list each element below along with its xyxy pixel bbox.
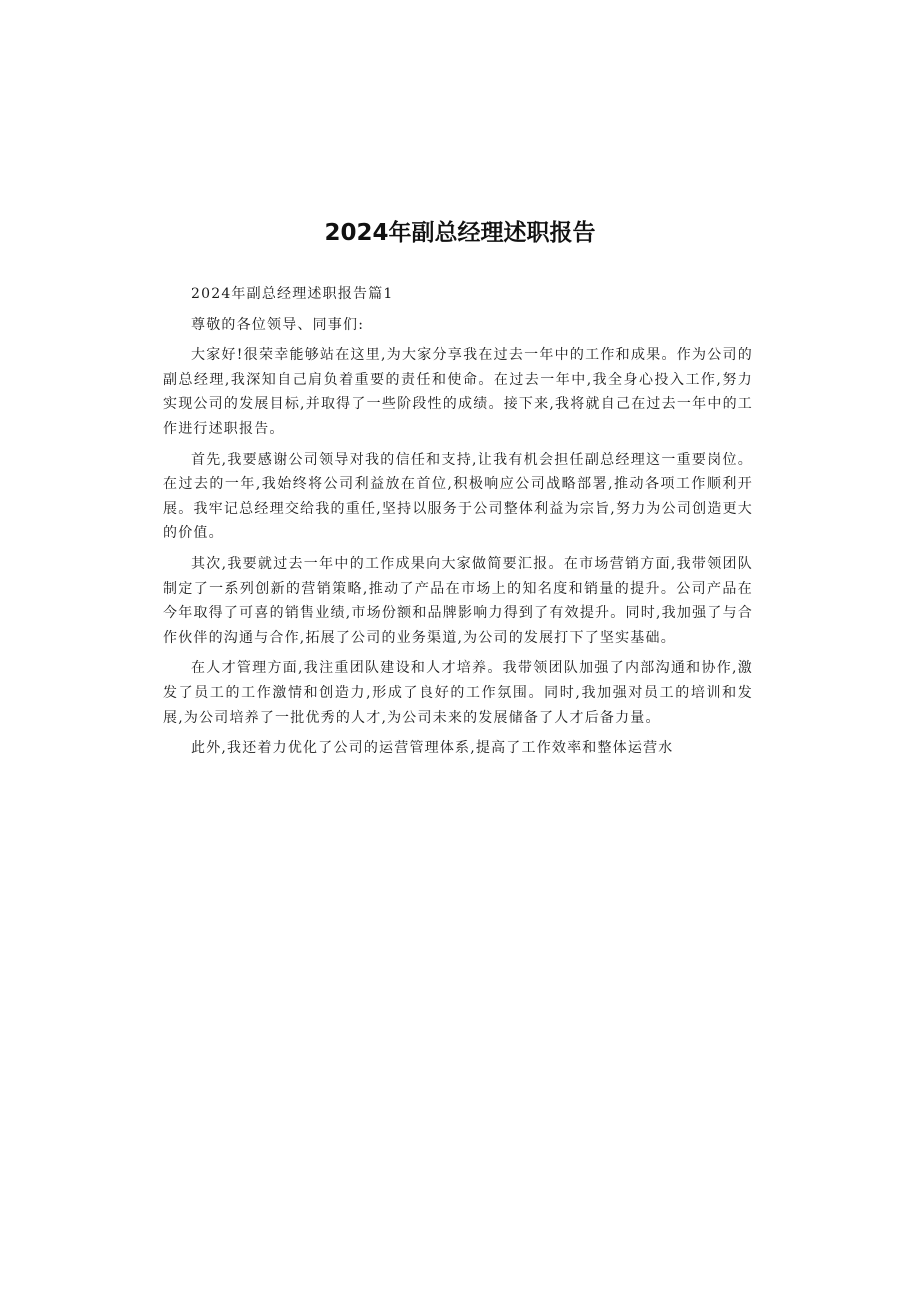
paragraph: 在人才管理方面,我注重团队建设和人才培养。我带领团队加强了内部沟通和协作,激发了员工的工作激情和创造力,形成了良好的工作氛围。同时,我加强对员工的培训和发展,为公司培养了一批优秀的人才,为公司未来的发展储备了人才后备力量。 xyxy=(163,660,753,726)
paragraph: 其次,我要就过去一年中的工作成果向大家做简要汇报。在市场营销方面,我带领团队制定了一系列创新的营销策略,推动了产品在市场上的知名度和销量的提升。公司产品在今年取得了可喜的销售业绩,市场份额和品牌影响力得到了有效提升。同时,我加强了与合作伙伴的沟通与合作,拓展了公司的业务渠道,为公司的发展打下了坚实基础。 xyxy=(163,555,753,646)
document-body xyxy=(163,282,753,767)
paragraph: 首先,我要感谢公司领导对我的信任和支持,让我有机会担任副总经理这一重要岗位。在过去的一年,我始终将公司利益放在首位,积极响应公司战略部署,推动各项工作顺利开展。我牢记总经理交给我的重任,坚持以服务于公司整体利益为宗旨,努力为公司创造更大的价值。 xyxy=(163,451,753,542)
document-title: 2024年副总经理述职报告 xyxy=(324,220,596,246)
paragraph: 大家好!很荣幸能够站在这里,为大家分享我在过去一年中的工作和成果。作为公司的副总经理,我深知自己肩负着重要的责任和使命。在过去一年中,我全身心投入工作,努力实现公司的发展目标,并取得了一些阶段性的成绩。接下来,我将就自己在过去一年中的工作进行述职报告。 xyxy=(163,347,753,437)
paragraph: 此外,我还着力优化了公司的运营管理体系,提高了工作效率和整体运营水 xyxy=(191,740,674,757)
section-heading: 2024年副总经理述职报告篇1 xyxy=(191,286,394,302)
salutation: 尊敬的各位领导、同事们: xyxy=(191,316,365,333)
